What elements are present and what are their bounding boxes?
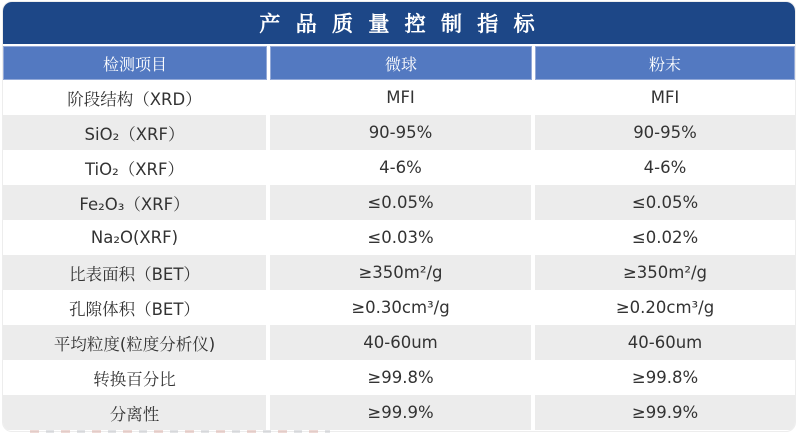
powder-value-cell: ≥350m²/g	[535, 255, 795, 290]
table-row	[3, 325, 795, 360]
spec-item-cell: 转换百分比	[93, 369, 176, 389]
microsphere-value-cell: ≤0.05%	[270, 185, 531, 220]
column-header-test-item: 检测项目	[3, 46, 267, 80]
table-row	[3, 185, 795, 220]
powder-value-cell: ≥99.9%	[535, 395, 795, 430]
spec-item-cell: 孔隙体积（BET）	[69, 299, 200, 319]
powder-value-cell: ≤0.05%	[535, 185, 795, 220]
microsphere-value-cell: 4-6%	[379, 158, 422, 177]
microsphere-value-cell: ≤0.03%	[367, 228, 434, 247]
table-header-row	[3, 46, 795, 80]
column-header-powder: 粉末	[535, 46, 795, 80]
spec-item-cell: SiO₂（XRF）	[3, 115, 266, 150]
microsphere-value-cell: MFI	[386, 88, 415, 107]
table-body	[3, 80, 795, 430]
table-row	[3, 255, 795, 290]
powder-value-cell: ≥0.20cm³/g	[615, 298, 715, 317]
microsphere-value-cell: ≥350m²/g	[270, 255, 531, 290]
spec-item-cell: Na₂O(XRF)	[90, 228, 179, 247]
microsphere-value-cell: ≥0.30cm³/g	[351, 298, 450, 317]
powder-value-cell: 40-60um	[535, 325, 795, 360]
spec-item-cell: 分离性	[3, 395, 266, 430]
quality-control-table-card	[3, 2, 795, 431]
microsphere-value-cell: 90-95%	[270, 115, 531, 150]
table-row	[3, 360, 795, 395]
table-row	[3, 150, 795, 185]
powder-value-cell: 90-95%	[535, 115, 795, 150]
spec-item-cell: 平均粒度(粒度分析仪)	[3, 325, 266, 360]
spec-item-cell: TiO₂（XRF）	[84, 159, 185, 179]
powder-value-cell: ≥99.8%	[631, 368, 699, 387]
table-row	[3, 220, 795, 255]
powder-value-cell: 4-6%	[643, 158, 687, 177]
microsphere-value-cell: 40-60um	[270, 325, 531, 360]
table-row	[3, 290, 795, 325]
microsphere-value-cell: ≥99.8%	[367, 368, 434, 387]
spec-item-cell: 阶段结构（XRD）	[67, 89, 202, 109]
spec-item-cell: Fe₂O₃（XRF）	[3, 185, 266, 220]
table-row	[3, 80, 795, 115]
column-header-microsphere: 微球	[270, 46, 532, 80]
table-row	[3, 115, 795, 150]
powder-value-cell: ≤0.02%	[631, 228, 699, 247]
table-title: 产 品 质 量 控 制 指 标	[3, 2, 795, 44]
spec-item-cell: 比表面积（BET）	[3, 255, 266, 290]
table-row	[3, 395, 795, 430]
microsphere-value-cell: ≥99.9%	[270, 395, 531, 430]
powder-value-cell: MFI	[650, 88, 680, 107]
